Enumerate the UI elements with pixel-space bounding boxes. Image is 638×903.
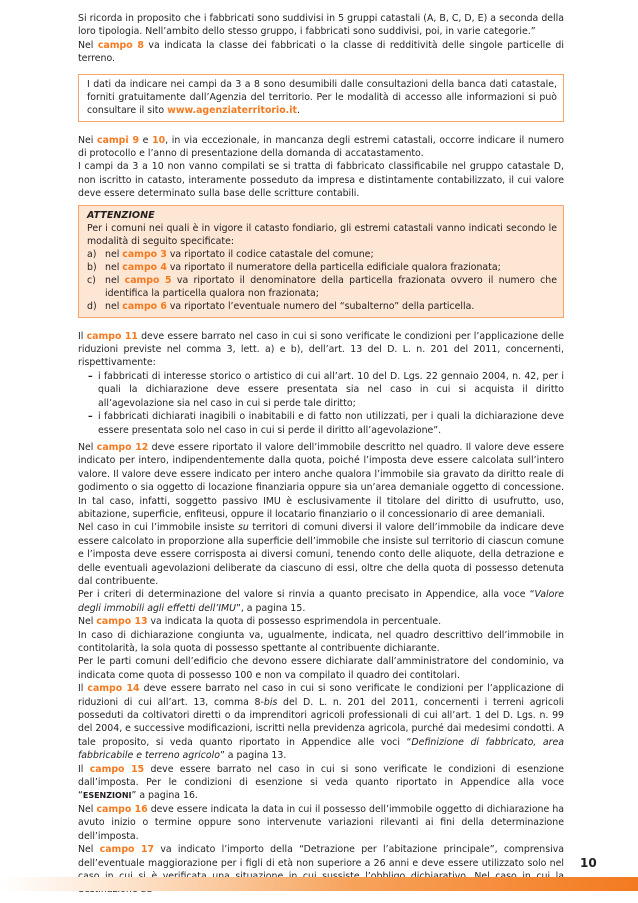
field-ref: campo 8: [97, 39, 144, 51]
paragraph-territori: Nel caso in cui l’immobile insiste su territori di comuni diversi il valore dell’immobile da indicare deve essere calcolato in proporzione alla superficie dell’immobile che insiste sul territorio di ciascun comune e l’imposta deve essere corrisposta ai diversi comuni, tenendo conto delle aliquote, della detrazione e delle eventuali agevolazioni deliberate da ciascuno di essi, oltre che della quota di possesso detenuta dal contribuente.: [78, 522, 564, 587]
attenzione-title: ATTENZIONE: [87, 209, 155, 221]
info-box: [78, 74, 564, 122]
paragraph-campo-12: Nel campo 12 deve essere riportato il valore dell’immobile descritto nel quadro. Il valore deve essere indicato per intero, indipendentemente dalla quota, poiché l’imposta deve essere calcolata sull’intero valore. Il valore deve essere indicato per intero anche qualora l’immobile sia gravato da diritto reale di godimento o sia oggetto di locazione finanziaria oppure sia un’area demaniale oggetto di concessione. In tal caso, infatti, soggetto passivo IMU è esclusivamente il titolare del diritto di usufrutto, uso, abitazione, superficie, enfiteusi, oppure il locatario finanziario o il concessionario di aree demaniali.: [78, 441, 564, 520]
attenzione-intro: Per i comuni nei quali è in vigore il catasto fondiario, gli estremi catastali vanno indicati secondo le modalità di seguito specificate:: [87, 222, 557, 247]
page-number: 10: [580, 856, 597, 870]
paragraph-criteri: Per i criteri di determinazione del valore si rinvia a quanto precisato in Appendice, alla voce “Valore degli immobili agli effetti dell’IMU”, a pagina 15.: [78, 589, 564, 614]
paragraph-campo-8: Nel campo 8 va indicata la classe dei fabbricati o la classe di redditività delle singole particelle di terreno.: [78, 39, 564, 65]
paragraph-parti-comuni: Per le parti comuni dell’edificio che devono essere dichiarate dall’amministratore del condominio, va indicata come quota di possesso 100 e non va compilato il quadro dei contitolari.: [78, 656, 564, 681]
paragraph-contitolarita: In caso di dichiarazione congiunta va, ugualmente, indicata, nel quadro descrittivo dell’immobile in contitolarità, la sola quota di possesso spettante al contribuente dichiarante.: [78, 629, 564, 654]
paragraph-campo-15: Il campo 15 deve essere barrato nel caso in cui si sono verificate le condizioni di esenzione dall’imposta. Per le condizioni di esenzione si veda quanto riportato in Appendice alla voce “ESENZIONI” a pagina 16.: [78, 763, 564, 802]
paragraph-campi-3-10: I campi da 3 a 10 non vanno compilati se si tratta di fabbricato classificabile nel gruppo catastale D, non iscritto in catasto, interamente posseduto da impresa e distintamente contabilizzato, il cui valore deve essere determinato sulla base delle scritture contabili.: [78, 161, 564, 200]
list-item: – i fabbricati di interesse storico o artistico di cui all’art. 10 del D. Lgs. 22 gennaio 2004, n. 42, per i quali la dichiarazione deve essere presentata sia nel caso in cui si acquista il diritto all’agevolazione sia nel caso in cui si perde tale diritto;: [88, 370, 564, 409]
paragraph-campo-11: Il campo 11 deve essere barrato nel caso in cui si sono verificate le condizioni per l’applicazione delle riduzioni previste nel comma 3, lett. a) e b), dell’art. 13 del D. L. n. 201 del 2011, concernenti, rispettivamente:: [78, 330, 564, 369]
list-item: c) nel campo 5 va riportato il denominatore della particella frazionata ovvero il numero che identifica la particella qualora non frazionata;: [87, 274, 557, 299]
list-item: b) nel campo 4 va riportato il numeratore della particella edificiale qualora frazionata;: [87, 261, 501, 273]
attenzione-box: [78, 205, 564, 318]
paragraph-campo-13: Nel campo 13 va indicata la quota di possesso esprimendola in percentuale.: [78, 616, 442, 628]
page-content: [78, 12, 564, 897]
paragraph-campo-16: Nel campo 16 deve essere indicata la data in cui il possesso dell’immobile oggetto di dichiarazione ha avuto inizio o termine oppure sono intervenute variazioni rilevanti ai fini della determinazione dell’imposta.: [78, 803, 565, 842]
info-box-text: I dati da indicare nei campi da 3 a 8 sono desumibili dalle consultazioni della banca dati catastale, forniti gratuitamente dall’Agenzia del territorio. Per le modalità di accesso alle informazioni si può consultare il sito www.agenziaterritorio.it.: [87, 78, 557, 116]
footer-gradient-bar: [0, 877, 638, 891]
paragraph-campo-14: Il campo 14 deve essere barrato nel caso in cui si sono verificate le condizioni per l’applicazione di riduzioni di cui all’art. 13, comma 8-bis del D. L. n. 201 del 2011, concernenti i terreni agricoli posseduti da coltivatori diretti o da imprenditori agricoli professionali di cui all’art. 1 del D. Lgs. n. 99 del 2004, e successive modificazioni, iscritti nella previdenza agricola, purché dai medesimi condotti. A tale proposito, si veda quanto riportato in Appendice alle voci “Definizione di fabbricato, area fabbricabile e terreno agricolo” a pagina 13.: [78, 683, 564, 762]
paragraph-intro: Si ricorda in proposito che i fabbricati sono suddivisi in 5 gruppi catastali (A, B, C, D, E) a seconda della loro tipologia. Nell’ambito dello stesso gruppo, i fabbricati sono suddivisi, poi, in varie categorie.”: [78, 13, 564, 38]
paragraph-campo-17: Nel campo 17 va indicato l’importo della “Detrazione per l’abitazione principale”, comprensiva dell’eventuale maggiorazione per i figli di età non superiore a 26 anni e deve essere utilizzato solo nel: [78, 844, 564, 869]
paragraph-campi-9-10: Nei campi 9 e 10, in via eccezionale, in mancanza degli estremi catastali, occorre indicare il numero di protocollo e l’anno di presentazione della domanda di accatastamento.: [78, 134, 564, 160]
list-item: d) nel campo 6 va riportato l’eventuale numero del “subalterno” della particella.: [87, 300, 475, 312]
agenzia-territorio-link[interactable]: www.agenziaterritorio.it: [167, 104, 297, 116]
list-item: – i fabbricati dichiarati inagibili o inabitabili e di fatto non utilizzati, per i quali la dichiarazione deve essere presentata solo nel caso in cui si perde il diritto all’agevolazione”.: [88, 411, 564, 436]
list-item: a) nel campo 3 va riportato il codice catastale del comune;: [87, 248, 374, 260]
